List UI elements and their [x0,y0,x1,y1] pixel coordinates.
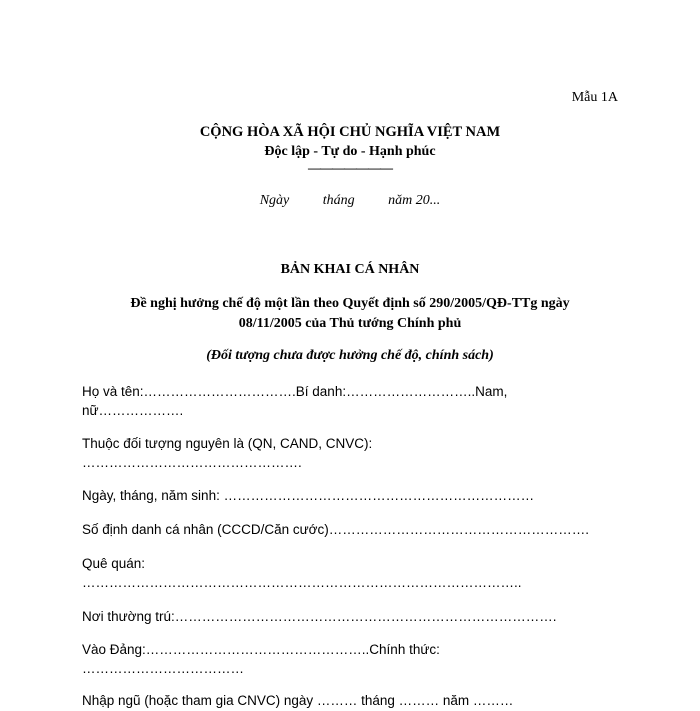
field-id-number: Số định danh cá nhân (CCCD/Căn cước)…………………………………………………. [82,522,590,537]
dateline [0,193,700,209]
document-subtitle [0,294,700,334]
document-note: (Đối tượng chưa được hưởng chế độ, chính sách) [206,348,494,363]
field-hometown-line: …………………………………………………………………………………….. [82,575,522,590]
dateline-day: Ngày [259,193,290,208]
field-residence: Nơi thường trú:…………………………………………………………………………. [82,609,557,624]
field-name-line-2: nữ………………. [82,403,184,418]
field-enlist-partial: Nhập ngũ (hoặc tham gia CNVC) ngày ……… tháng ……… năm ……… [82,693,514,708]
subtitle-line-2: 08/11/2005 của Thủ tướng Chính phủ [238,316,462,331]
form-code: Mẫu 1A [571,90,618,105]
field-category-line-2: …………………………………………. [82,455,302,470]
field-hometown-label: Quê quán: [82,556,146,571]
subtitle-line-1: Đề nghị hưởng chế độ một lần theo Quyết định số 290/2005/QĐ-TTg ngày [130,296,570,311]
field-category-line-1: Thuộc đối tượng nguyên là (QN, CAND, CNVC): [82,436,373,451]
national-motto: Độc lập - Tự do - Hạnh phúc [264,144,436,159]
dateline-month: tháng [322,193,355,208]
dateline-year: năm 20... [388,193,441,208]
field-party-line-1: Vào Đảng:…………………………………………..Chính thức: [82,642,440,657]
national-title: CỘNG HÒA XÃ HỘI CHỦ NGHĨA VIỆT NAM [199,124,501,140]
field-party-line-2: ……………………………… [82,661,244,676]
header-rule: ——————— [308,160,392,175]
field-name-line-1: Họ và tên:…………………………….Bí danh:………………………..Nam, [82,384,508,399]
document-title: BẢN KHAI CÁ NHÂN [280,262,420,277]
field-date-of-birth: Ngày, tháng, năm sinh: …………………………………………………………… [82,488,535,503]
